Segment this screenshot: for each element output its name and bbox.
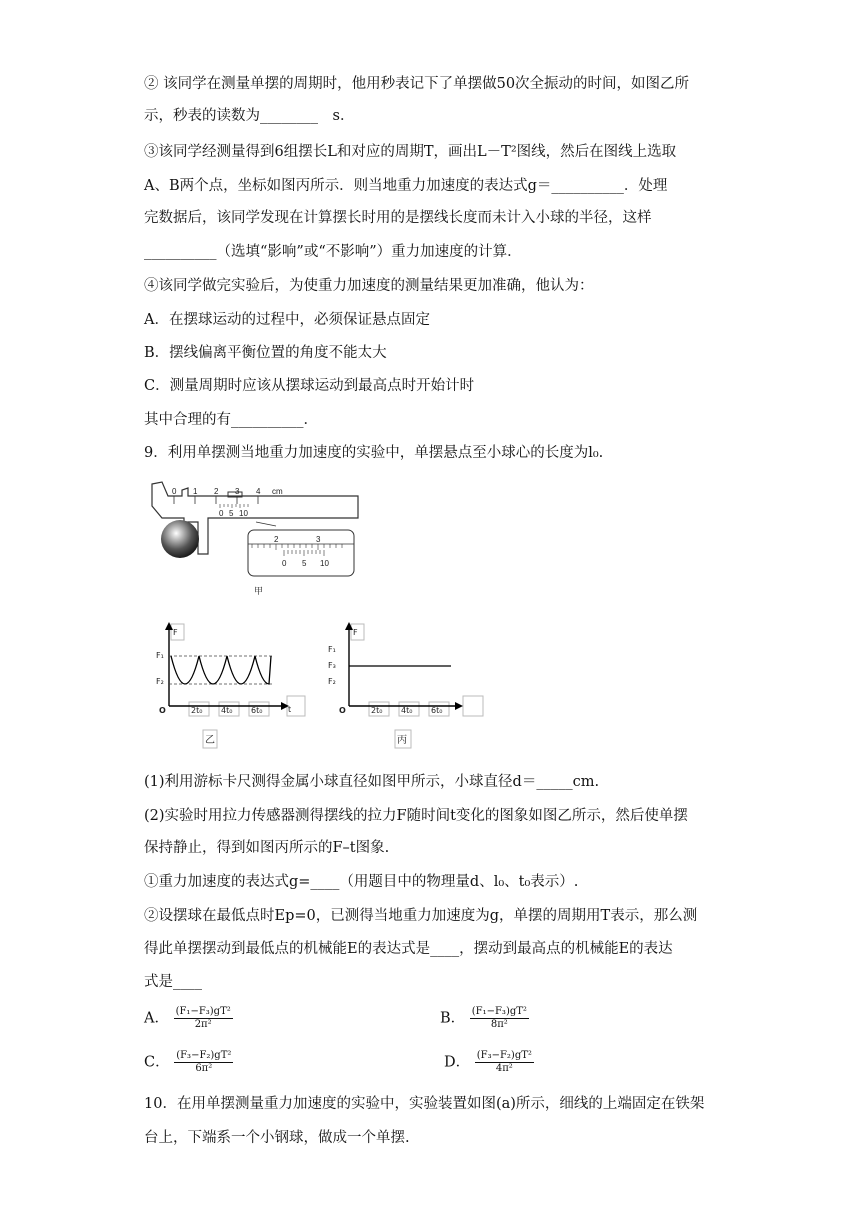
option-fraction: $\frac{\text{(F₃−F₂)gT²}}{\text{4π²}}$	[476, 1050, 532, 1074]
caliper-vernier-tick: 5	[229, 509, 234, 518]
option-b[interactable]	[440, 1006, 529, 1031]
text-line: 保持静止，得到如图丙所示的F–t图象.	[144, 840, 390, 856]
text-line: 完数据后，该同学发现在计算摆长时用的是摆线长度而未计入小球的半径，这样	[144, 210, 652, 226]
question-9-stem: 9．利用单摆测当地重力加速度的实验中，单摆悬点至小球心的长度为l₀.	[144, 445, 604, 461]
caliper-figure	[148, 478, 368, 598]
graph-yi	[155, 620, 315, 754]
graph-bing-x-label: 4t₀	[401, 706, 413, 715]
caliper-zoom-box	[248, 530, 354, 576]
graph-yi-y-label: F₂	[156, 677, 164, 686]
caliper-vernier-tick: 10	[239, 509, 248, 518]
zoom-vernier-tick: 5	[302, 559, 307, 568]
graph-yi-x-label: 2t₀	[191, 706, 203, 715]
text-line: 其中合理的有__________．	[144, 412, 318, 428]
zoom-main-tick: 3	[316, 535, 321, 544]
option-label: D．	[444, 1054, 471, 1071]
text-line: (1)利用游标卡尺测得金属小球直径如图甲所示，小球直径d＝_____cm.	[144, 774, 600, 790]
option-c[interactable]	[144, 1050, 233, 1075]
option-label: C．	[144, 1054, 170, 1071]
option-fraction: $\frac{\text{(F₁−F₃)gT²}}{\text{8π²}}$	[471, 1006, 527, 1030]
caliper-main-tick: 0	[172, 487, 177, 496]
zoom-main-tick: 2	[274, 535, 279, 544]
text-line: A、B两个点，坐标如图丙所示．则当地重力加速度的表达式g＝__________．处理	[144, 178, 668, 194]
text-line: ④该同学做完实验后，为使重力加速度的测量结果更加准确，他认为：	[144, 278, 594, 294]
zoom-vernier-tick: 0	[282, 559, 287, 568]
caliper-caption: 甲	[254, 587, 264, 597]
text-line: ②设摆球在最低点时Ep=0，已测得当地重力加速度为g，单摆的周期用T表示，那么测	[144, 908, 698, 924]
graph-yi-y-label: F₁	[156, 651, 164, 660]
metal-ball	[161, 520, 199, 558]
text-line: C．测量周期时应该从摆球运动到最高点时开始计时	[144, 378, 475, 394]
option-fraction: $\frac{\text{(F₁−F₃)gT²}}{\text{2π²}}$	[175, 1006, 231, 1030]
graph-yi-origin: O	[159, 706, 166, 715]
text-line: 式是____	[144, 974, 202, 990]
text-line: ①重力加速度的表达式g=____（用题目中的物理量d、l₀、t₀表示）.	[144, 874, 579, 890]
option-fraction: $\frac{\text{(F₃−F₂)gT²}}{\text{6π²}}$	[176, 1050, 232, 1074]
option-d[interactable]	[444, 1050, 534, 1075]
option-label: A．	[144, 1010, 169, 1027]
graph-bing-y-axis-label: F	[353, 628, 358, 637]
graph-bing-origin: O	[339, 706, 346, 715]
graph-bing-x-label: 2t₀	[371, 706, 383, 715]
zoom-vernier-tick: 10	[320, 559, 329, 568]
graph-bing	[325, 620, 490, 754]
caliper-main-tick: 3	[235, 487, 240, 496]
text-line: A．在摆球运动的过程中，必须保证悬点固定	[144, 312, 430, 328]
caliper-unit: cm	[272, 487, 283, 496]
caliper-main-tick: 2	[214, 487, 219, 496]
graph-yi-y-axis-label: F	[173, 628, 178, 637]
text-line: B．摆线偏离平衡位置的角度不能太大	[144, 345, 387, 361]
graph-yi-x-axis-label: t	[288, 705, 292, 714]
option-a[interactable]	[144, 1006, 233, 1031]
text-line: ③该同学经测量得到6组摆长L和对应的周期T，画出L－T²图线，然后在图线上选取	[144, 144, 677, 160]
graph-yi-x-label: 4t₀	[221, 706, 233, 715]
text-line: (2)实验时用拉力传感器测得摆线的拉力F随时间t变化的图象如图乙所示，然后使单摆	[144, 808, 688, 824]
graph-bing-caption: 丙	[397, 735, 407, 746]
caliper-main-tick: 4	[256, 487, 261, 496]
text-line: 台上，下端系一个小钢球，做成一个单摆.	[144, 1130, 410, 1146]
text-line: 得此单摆摆动到最低点的机械能E的表达式是____，摆动到最高点的机械能E的表达	[144, 941, 673, 957]
question-10-stem: 10．在用单摆测量重力加速度的实验中，实验装置如图(a)所示，细线的上端固定在铁架	[144, 1096, 705, 1112]
caliper-main-tick: 1	[193, 487, 198, 496]
graph-bing-y-label: F₃	[328, 661, 336, 670]
text-line: __________（选填“影响”或“不影响”）重力加速度的计算．	[144, 244, 522, 260]
graph-bing-x-label: 6t₀	[431, 706, 443, 715]
graph-yi-x-label: 6t₀	[251, 706, 263, 715]
caliper-vernier-tick: 0	[219, 509, 224, 518]
graph-bing-y-label: F₁	[328, 645, 336, 654]
text-line: 示，秒表的读数为________ s．	[144, 108, 355, 124]
option-label: B．	[440, 1010, 466, 1027]
graph-yi-caption: 乙	[205, 735, 215, 746]
text-line: ② 该同学在测量单摆的周期时，他用秒表记下了单摆做50次全振动的时间，如图乙所	[144, 76, 690, 92]
graph-bing-y-label: F₂	[328, 677, 336, 686]
